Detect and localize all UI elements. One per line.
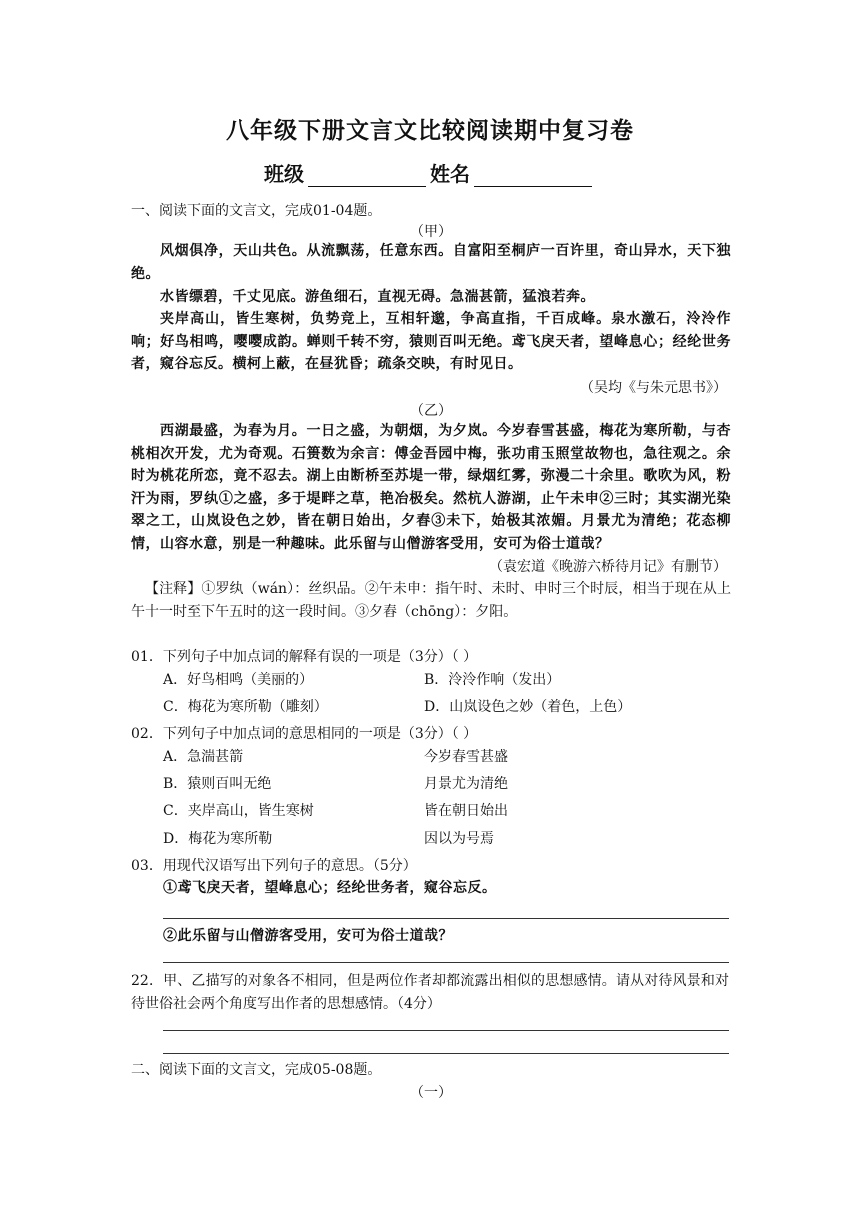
q02-option-c[interactable]: C．夹岸高山，皆生寒树: [163, 803, 314, 819]
class-name-line: [0, 158, 860, 187]
q02-option-c-compare: 皆在朝日始出: [424, 803, 508, 819]
q03-stem: 03．用现代汉语写出下列句子的意思。（5分）: [131, 858, 417, 874]
yi-paragraph: 西湖最盛，为春为月。一日之盛，为朝烟，为夕岚。今岁春雪甚盛，梅花为寒所勒，与杏桃相次开发，尤为奇观。石篑数为余言：傅金吾园中梅，张功甫玉照堂故物也，急往观之。余时为桃花所恋，竟不忍去。湖上由断桥至苏堤一带，绿烟红雾，弥漫二十余里。歌吹为风，粉汗为雨，罗纨①之盛，多于堤畔之草，艳冶极矣。然杭人游湖，止午未申②三时；其实湖光染翠之工，山岚设色之妙，皆在朝日始出，夕舂③未下，始极其浓媚。月景尤为清绝；花态柳情，山容水意，别是一种趣味。此乐留与山僧游客受用，安可为俗士道哉？: [131, 423, 731, 552]
class-blank[interactable]: [308, 166, 426, 187]
class-label: 班级: [264, 162, 304, 186]
q02-option-a-compare: 今岁春雪甚盛: [424, 749, 508, 765]
jia-label: （甲）: [410, 224, 452, 240]
q01-option-a[interactable]: A．好鸟相鸣（美丽的）: [163, 672, 314, 688]
jia-source: （吴均《与朱元思书》）: [580, 380, 727, 396]
q01-stem: 01．下列句子中加点词的解释有误的一项是（3分）（ ）: [131, 649, 478, 665]
q03-answer-line-1[interactable]: [163, 918, 729, 919]
page-title: 八年级下册文言文比较阅读期中复习卷: [226, 117, 634, 144]
q02-option-b-compare: 月景尤为清绝: [424, 776, 508, 792]
name-blank[interactable]: [474, 166, 592, 187]
annotation-notes: 【注释】①罗纨（wán）：丝织品。②午未申：指午时、未时、申时三个时辰，相当于现在从上午十一时至下午五时的这一段时间。③夕舂（chōng）：夕阳。: [131, 581, 731, 620]
q22-stem: 22．甲、乙描写的对象各不相同，但是两位作者却都流露出相似的思想感情。请从对待风景和对待世俗社会两个角度写出作者的思想感情。（4分）: [131, 973, 729, 1012]
section2-heading: 二、阅读下面的文言文，完成05-08题。: [131, 1062, 382, 1078]
q03-sentence-2: ②此乐留与山僧游客受用，安可为俗士道哉？: [163, 928, 453, 944]
yi-label: （乙）: [410, 403, 452, 419]
q22-answer-line-1[interactable]: [163, 1030, 729, 1031]
jia-paragraph-2: 水皆缥碧，千丈见底。游鱼细石，直视无碍。急湍甚箭，猛浪若奔。: [160, 289, 595, 305]
yi-source: （袁宏道《晚游六桥待月记》有删节）: [489, 559, 727, 575]
q02-option-d[interactable]: D．梅花为寒所勒: [163, 831, 273, 847]
section2-label: （一）: [410, 1085, 452, 1101]
q03-sentence-1: ①鸢飞戾天者，望峰息心；经纶世务者，窥谷忘反。: [163, 880, 497, 896]
name-label: 姓名: [430, 162, 470, 186]
section1-heading: 一、阅读下面的文言文，完成01-04题。: [131, 203, 382, 219]
q03-answer-line-2[interactable]: [163, 962, 729, 963]
q01-option-c[interactable]: C．梅花为寒所勒（雕刻）: [163, 699, 328, 715]
q02-option-d-compare: 因以为号焉: [424, 831, 494, 847]
q02-option-a[interactable]: A．急湍甚箭: [163, 749, 244, 765]
q02-option-b[interactable]: B．猿则百叫无绝: [163, 776, 272, 792]
q02-stem: 02．下列句子中加点词的意思相同的一项是（3分）（ ）: [131, 726, 478, 742]
jia-paragraph-3: 夹岸高山，皆生寒树，负势竞上，互相轩邈，争高直指，千百成峰。泉水激石，泠泠作响；好鸟相鸣，嘤嘤成韵。蝉则千转不穷，猿则百叫无绝。鸢飞戾天者，望峰息心；经纶世务者，窥谷忘反。横柯上蔽，在昼犹昏；疏条交映，有时见日。: [131, 311, 731, 372]
jia-paragraph-1: 风烟俱净，天山共色。从流飘荡，任意东西。自富阳至桐庐一百许里，奇山异水，天下独绝。: [131, 243, 731, 282]
q22-answer-line-2[interactable]: [163, 1053, 729, 1054]
q01-option-b[interactable]: B．泠泠作响（发出）: [424, 672, 561, 688]
q01-option-d[interactable]: D．山岚设色之妙（着色，上色）: [424, 699, 632, 715]
